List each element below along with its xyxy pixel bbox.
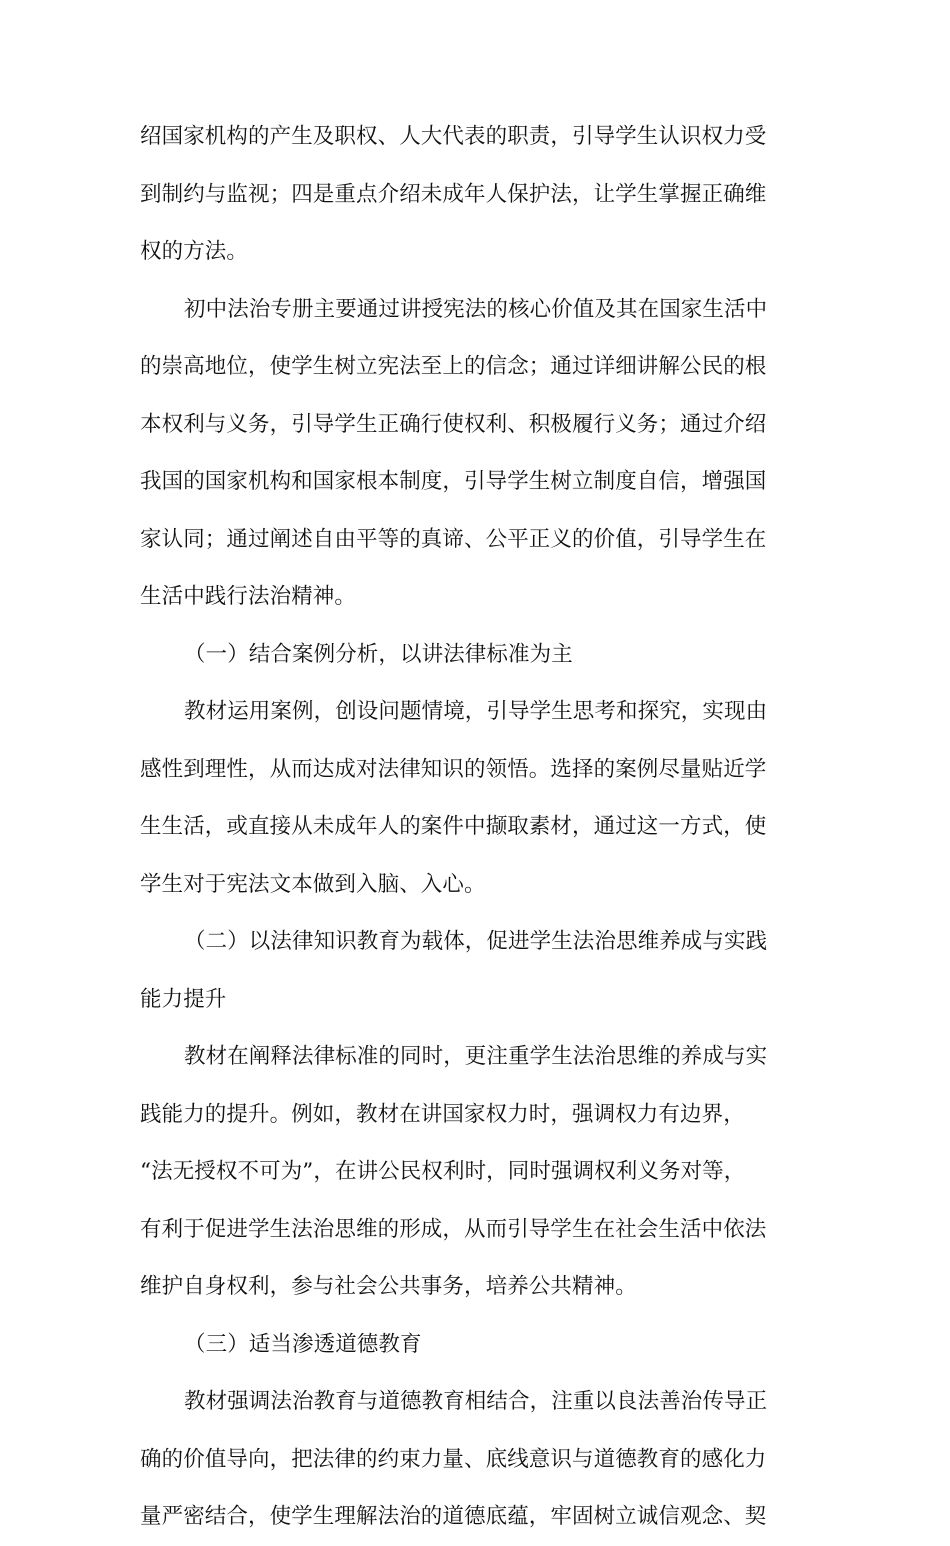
text-line: 生生活，或直接从未成年人的案件中撷取素材，通过这一方式，使	[140, 814, 767, 839]
text-line: 到制约与监视；四是重点介绍未成年人保护法，让学生掌握正确维	[140, 181, 767, 207]
text-line: 生活中践行法治精神。	[140, 584, 357, 609]
text-line: 初中法治专册主要通过讲授宪法的核心价值及其在国家生活中	[184, 296, 768, 322]
text-line: 践能力的提升。例如，教材在讲国家权力时，强调权力有边界，	[140, 1101, 745, 1127]
text-line: 我国的国家机构和国家根本制度，引导学生树立制度自信，增强国	[140, 469, 767, 494]
section-heading: （三）适当渗透道德教育	[184, 1331, 422, 1357]
text-line: 有利于促进学生法治思维的形成，从而引导学生在社会生活中依法	[140, 1216, 767, 1242]
section-heading: （一）结合案例分析，以讲法律标准为主	[184, 641, 573, 667]
text-line: “法无授权不可为”，在讲公民权利时，同时强调权利义务对等，	[140, 1159, 746, 1184]
text-line: 感性到理性，从而达成对法律知识的领悟。选择的案例尽量贴近学	[140, 756, 767, 782]
text-line: 的崇高地位，使学生树立宪法至上的信念；通过详细讲解公民的根	[140, 354, 767, 379]
text-line: 教材在阐释法律标准的同时，更注重学生法治思维的养成与实	[184, 1044, 768, 1069]
text-line: 绍国家机构的产生及职权、人大代表的职责，引导学生认识权力受	[140, 124, 767, 149]
text-line: 维护自身权利，参与社会公共事务，培养公共精神。	[140, 1274, 637, 1299]
text-line: 确的价值导向，把法律的约束力量、底线意识与道德教育的感化力	[140, 1446, 767, 1472]
text-line: 量严密结合，使学生理解法治的道德底蕴，牢固树立诚信观念、契	[140, 1504, 767, 1529]
text-line: 能力提升	[140, 986, 227, 1012]
text-line: 教材强调法治教育与道德教育相结合，注重以良法善治传导正	[184, 1389, 768, 1414]
text-line: 本权利与义务，引导学生正确行使权利、积极履行义务；通过介绍	[140, 411, 767, 437]
body-text	[140, 108, 800, 1546]
text-line: 家认同；通过阐述自由平等的真谛、公平正义的价值，引导学生在	[140, 526, 767, 552]
section-heading: （二）以法律知识教育为载体，促进学生法治思维养成与实践	[184, 929, 768, 954]
text-line: 学生对于宪法文本做到入脑、入心。	[140, 871, 486, 897]
text-line: 教材运用案例，创设问题情境，引导学生思考和探究，实现由	[184, 699, 768, 724]
text-line: 权的方法。	[140, 239, 249, 264]
